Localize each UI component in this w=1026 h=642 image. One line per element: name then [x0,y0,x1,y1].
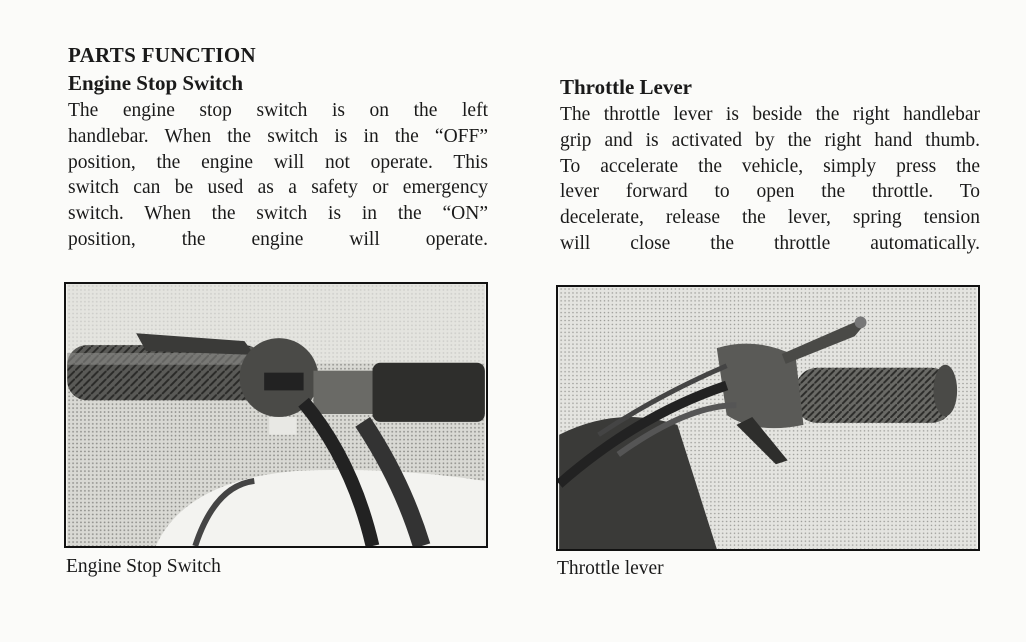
engine-stop-switch-photo [64,282,488,548]
engine-stop-line-6: position, the engine will operate. [68,228,488,250]
engine-stop-line-2: handlebar. When the switch is in the “OFF” [68,125,488,147]
throttle-line-4: lever forward to open the throttle. To [560,181,980,203]
throttle-section [560,74,980,257]
throttle-lever-illustration [558,287,978,549]
engine-stop-section [68,70,488,253]
page-heading: PARTS FUNCTION [68,43,257,67]
throttle-line-3: To accelerate the vehicle, simply press the [560,155,980,177]
throttle-line-5: decelerate, release the lever, spring tension [560,207,980,229]
throttle-caption: Throttle lever [557,558,664,579]
throttle-lever-photo [556,285,980,551]
engine-stop-line-4: switch can be used as a safety or emergency [68,177,488,199]
engine-stop-line-3: position, the engine will not operate. This [68,151,488,173]
throttle-line-2: grip and is activated by the right hand thumb. [560,129,980,151]
engine-stop-switch-illustration [66,284,486,546]
engine-stop-line-1: The engine stop switch is on the left [68,100,488,121]
engine-stop-caption: Engine Stop Switch [66,556,221,577]
throttle-line-1: The throttle lever is beside the right handlebar [560,104,980,125]
engine-stop-title: Engine Stop Switch [68,71,244,95]
throttle-line-6: will close the throttle automatically. [560,232,980,254]
engine-stop-line-5: switch. When the switch is in the “ON” [68,203,488,225]
throttle-title: Throttle Lever [560,75,692,99]
